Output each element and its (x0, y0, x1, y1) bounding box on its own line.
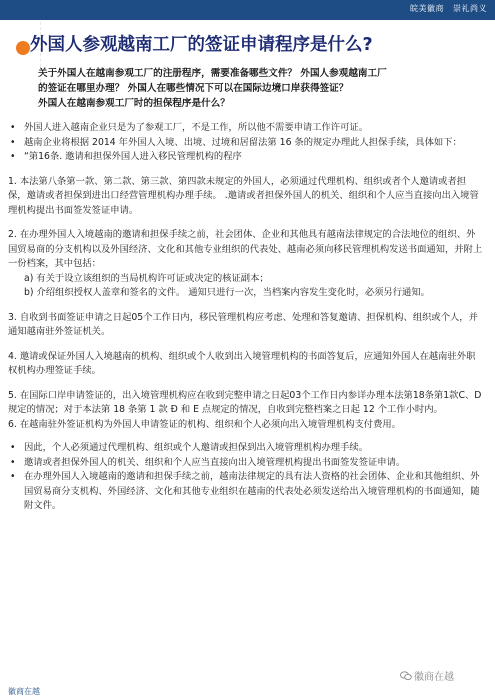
wechat-watermark (400, 668, 454, 683)
footer-source: 徽商在越 (8, 687, 40, 696)
bullet-text: 在办理外国人入境越南的邀请和担保手续之前，越南法律规定的具有法人资格的社会团体、企业和其他组织、外国贸易商分支机构、外国经济、文化和其他专业组织在越南的代表处必须发送给出入境管理机构的书面通知，随附文件。 (24, 471, 480, 511)
paragraph-1: 1. 本法第八条第一款、第二款、第三款、第四款未规定的外国人，必须通过代理机构、组织或者个人邀请或者担保，邀请或者担保到进出口经营管理机构办理手续。 .邀请或者担保外国人的机关、组织和个人应当直接向出入境管理机构提出书面签发签证申请。 (8, 175, 479, 216)
sub-item-a (8, 272, 484, 287)
bullet-item (8, 150, 484, 165)
spacer (8, 301, 484, 311)
bullet-dot-icon: • (10, 456, 16, 468)
bullet-text: 邀请或者担保外国人的机关、组织和个人应当直接向出入境管理机构提出书面签发签证申请。 (24, 456, 406, 468)
spacer (8, 165, 484, 175)
title-row (28, 34, 488, 56)
bullet-item (8, 121, 484, 136)
spacer (8, 218, 484, 228)
brand-right-text: 崇礼尚义 (453, 4, 487, 13)
bullet-item (8, 470, 484, 514)
bullet-text: 外国人进入越南企业只是为了参观工厂，不是工作，所以他不需要申请工作许可证。 (24, 122, 368, 133)
bullet-text: 越南企业将根据 2014 年外国人入境、出境、过境和居留法第 16 条的规定办理此人担保手续，具体如下： (24, 136, 462, 148)
intro-line: 外国人在越南参观工厂时的担保程序是什么？ (38, 98, 230, 109)
spacer (8, 340, 484, 350)
sub-item-text: a) 有关于设立该组织的当局机构许可证或决定的核证副本； (24, 272, 269, 284)
paragraph-3: 3. 自收到书面签证申请之日起05个工作日内，移民管理机构应考虑、处理和答复邀请、担保机构、组织或个人，并通知越南驻外签证机关。 (8, 311, 478, 337)
bullet-item (8, 456, 484, 471)
bullet-text: 因此，个人必须通过代理机构、组织或个人邀请或担保到出入境管理机构办理手续。 (24, 442, 368, 453)
paragraph-4: 4. 邀请或保证外国人入境越南的机构、组织或个人收到出入境管理机构的书面答复后，应通知外国人在越南驻外职权机构办理签证手续。 (8, 350, 476, 376)
spacer (8, 379, 484, 389)
bullet-dot-icon: • (10, 151, 16, 162)
brand-left-text: 皖美徽商 (409, 4, 444, 13)
intro-questions (38, 66, 478, 111)
paragraph-6: 6. 在越南驻外签证机构为外国人申请签证的机构、组织和个人必须向出入境管理机构支付费用。 (8, 418, 401, 430)
article-body (8, 121, 484, 514)
intro-line: 关于外国人在越南参观工厂的注册程序，需要准备哪些文件？ 外国人参观越南工厂 (38, 68, 387, 79)
wechat-icon (400, 671, 412, 681)
bullet-text: “第16条. 邀请和担保外国人进入移民管理机构的程序 (24, 151, 242, 162)
bullet-dot-icon: • (10, 122, 16, 133)
intro-line: 的签证在哪里办理？ 外国人在哪些情况下可以在国际边境口岸获得签证？ (38, 83, 349, 94)
bullet-dot-icon: • (10, 442, 16, 453)
sub-item-text: b) 介绍组织授权人盖章和签名的文件。 通知只进行一次，当档案内容发生变化时，必须另行通知。 (24, 287, 430, 298)
top-banner (0, 0, 495, 20)
bullet-dot-icon: • (10, 136, 16, 148)
sub-item-b (8, 286, 484, 301)
page-title: 外国人参观越南工厂的签证申请程序是什么? (30, 35, 373, 55)
accent-dot-icon (16, 41, 30, 55)
bullet-item (8, 136, 484, 151)
paragraph-5: 5. 在国际口岸申请签证的，出入境管理机构应在收到完整申请之日起03个工作日内参详办理本法第18条第1款C、D 规定的情况；对于本法第 18 条第 1 款 Đ 和 E 点规定的情况，自收到完整档案之日起 12 个工作小时内。 (8, 389, 482, 415)
watermark-text: 徽商在越 (414, 672, 454, 683)
paragraph-2: 2. 在办理外国人入境越南的邀请和担保手续之前，社会团体、企业和其他具有越南法律规定的合法地位的组织、外国贸易商的分支机构以及外国经济、文化和其他专业组织的代表处、越南必须向移民管理机构发送书面通知，并附上一份档案，其中包括： (8, 229, 483, 269)
brand-tagline (404, 3, 487, 14)
bullet-item (8, 441, 484, 456)
bullet-dot-icon: • (10, 471, 16, 482)
spacer (8, 432, 484, 441)
